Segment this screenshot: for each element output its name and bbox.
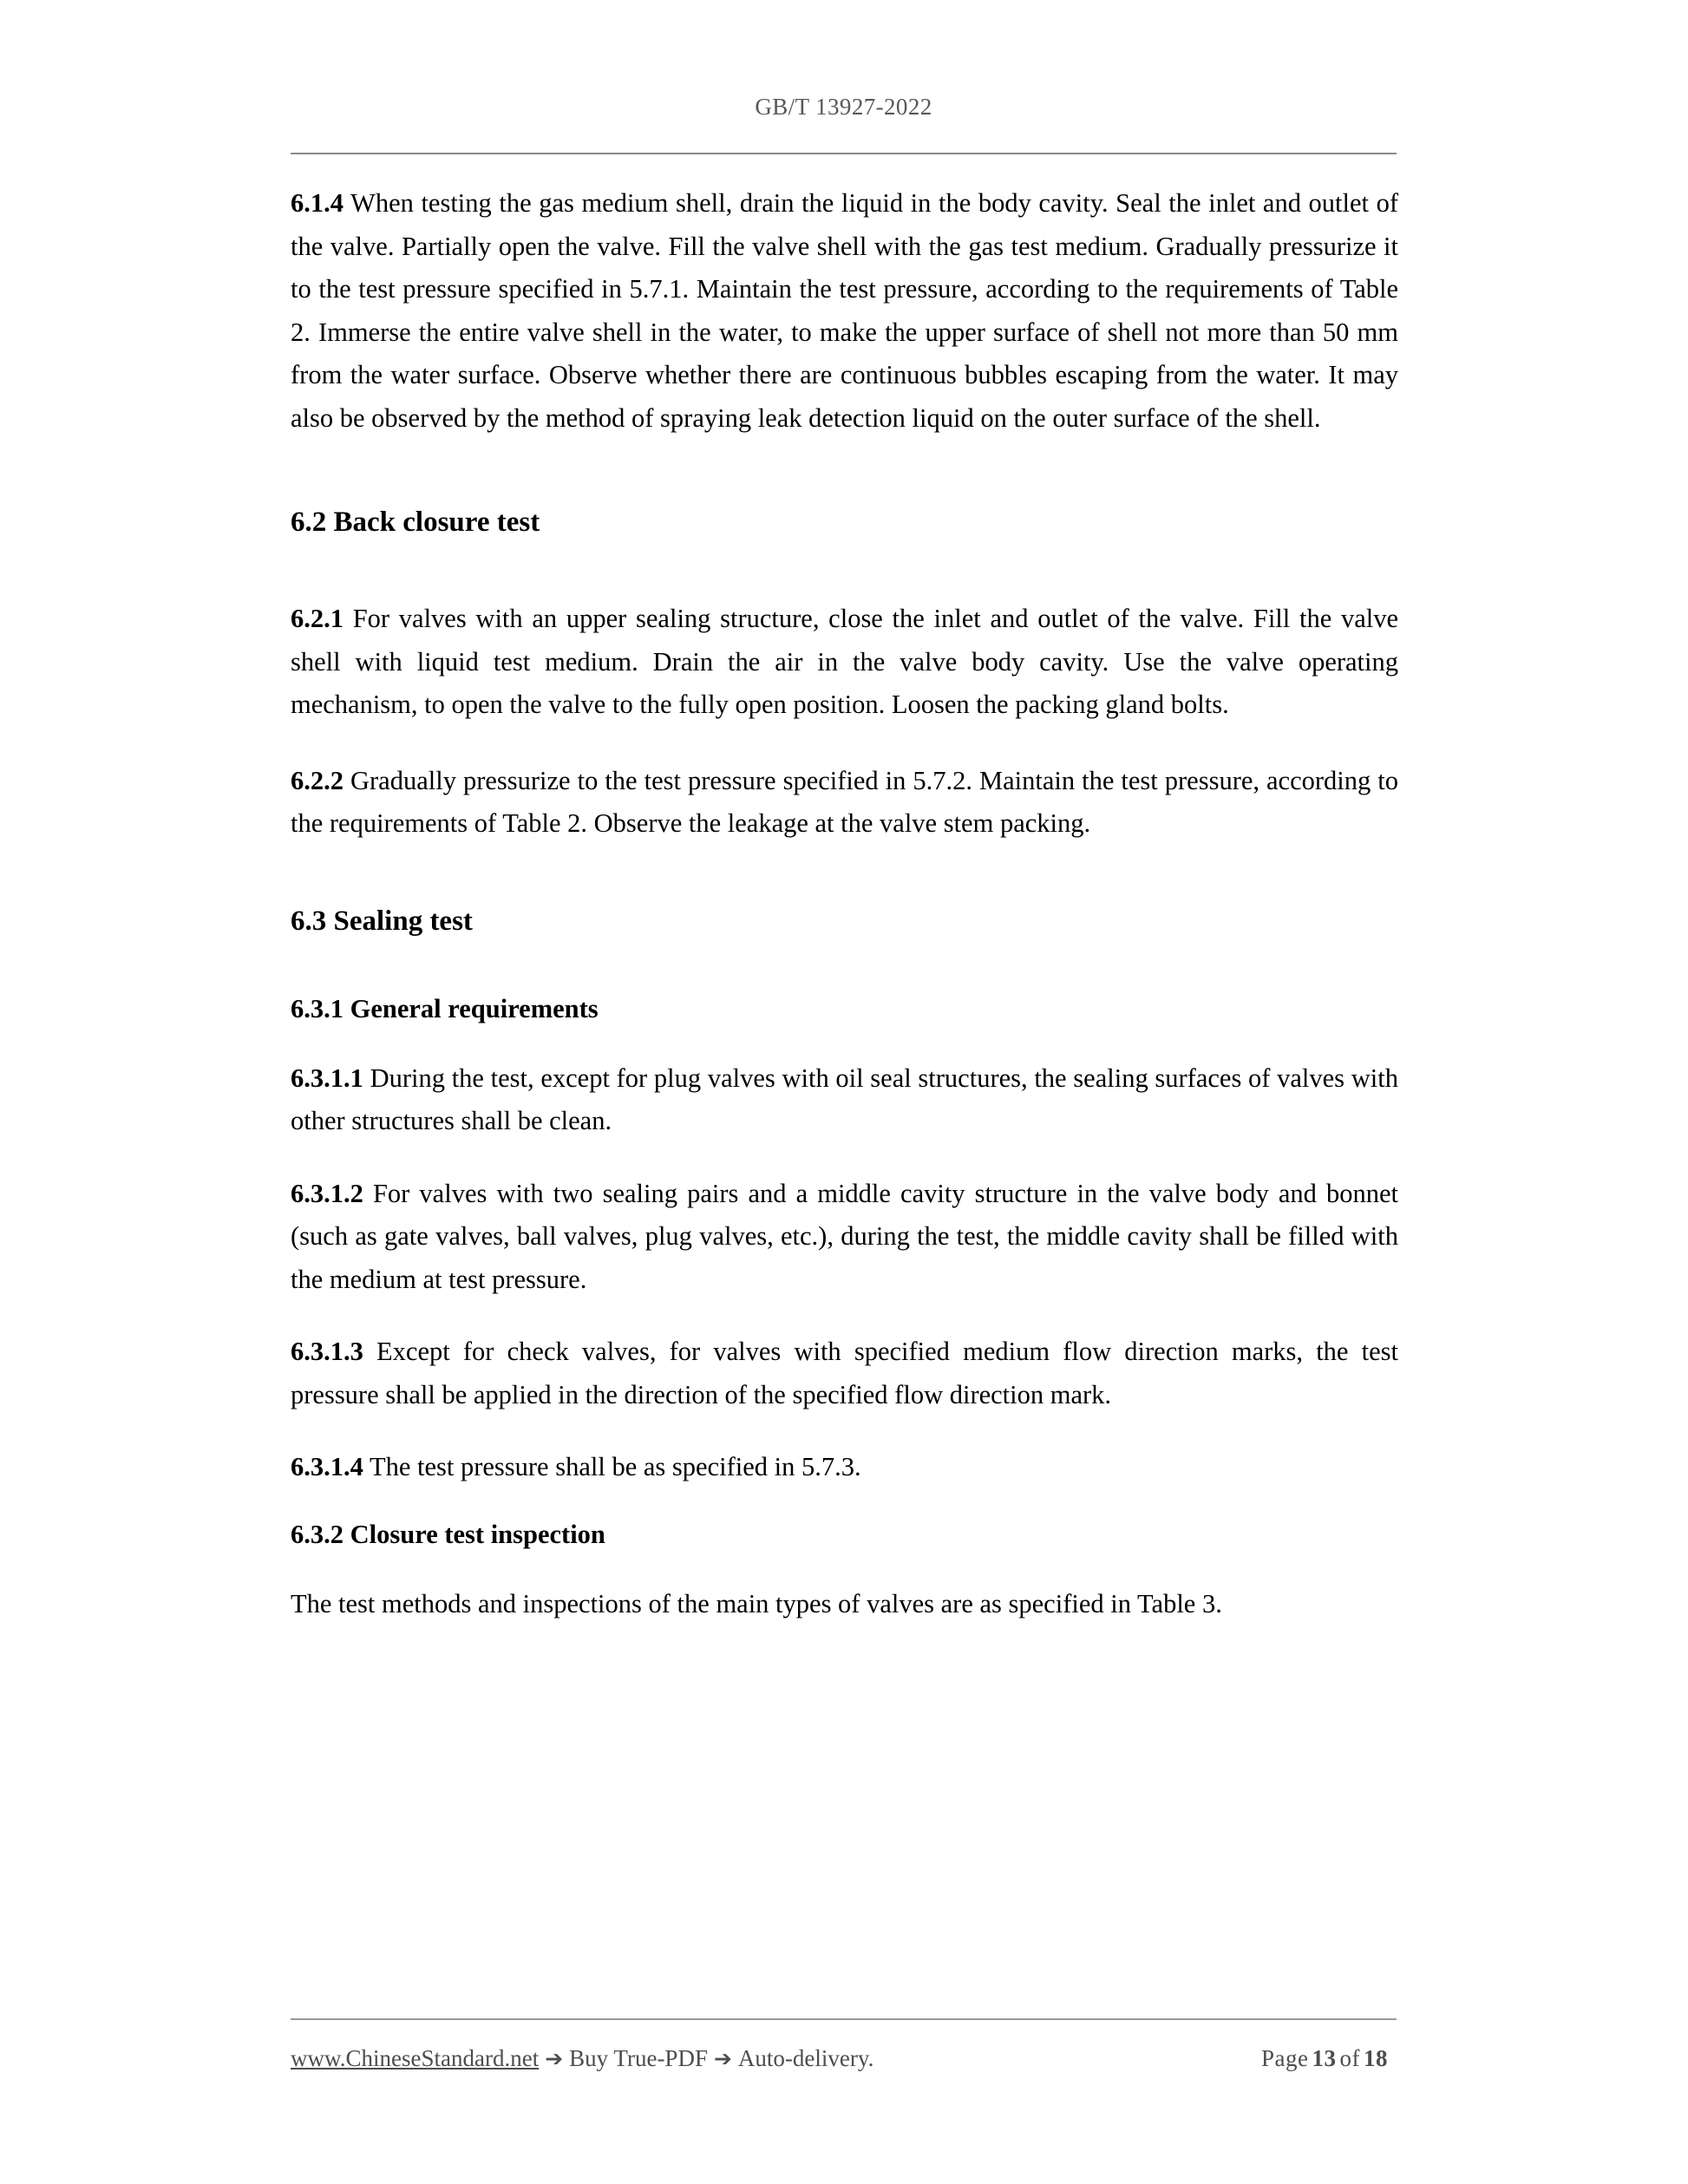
- spacer: [291, 1028, 1398, 1057]
- heading-6-2: 6.2 Back closure test: [291, 507, 540, 538]
- page-label: Page: [1261, 2045, 1309, 2071]
- clause-6-3-1-1-number: 6.3.1.1: [291, 1063, 363, 1093]
- clause-6-2-2-text: Gradually pressurize to the test pressure specified in 5.7.2. Maintain the test pressure, according to the requirements of Table 2. Observe the leakage at the valve stem packing.: [291, 765, 1398, 838]
- chinese-standard-link[interactable]: www.ChineseStandard.net: [291, 2045, 540, 2071]
- footer-divider: [291, 2018, 1397, 2020]
- of-label: of: [1339, 2045, 1360, 2071]
- clause-6-1-4-text: When testing the gas medium shell, drain the liquid in the body cavity. Seal the inlet and outlet of the valve. Partially open the valve. Fill the valve shell with the gas test medium. Gradually pressurize it to the test pressure specified in 5.7.1. Maintain the test pressure, according to the requirements of Table 2. Immerse the entire valve shell in the water, to make the upper surface of shell not more than 50 mm from the water surface. Observe whether there are continuous bubbles escaping from the water. It may also be observed by the method of spraying leak detection liquid on the outer surface of the shell.: [291, 188, 1398, 433]
- clause-6-1-4: [291, 182, 1398, 440]
- spacer: [291, 1489, 1398, 1515]
- clause-6-2-2: [291, 760, 1398, 846]
- clause-6-3-1-3-text: Except for check valves, for valves with specified medium flow direction marks, the test pressure shall be applied in the direction of the specified flow direction mark.: [291, 1337, 1398, 1409]
- clause-6-3-1-2: [291, 1173, 1398, 1302]
- clause-6-3-1-3-number: 6.3.1.3: [291, 1337, 363, 1366]
- spacer: [291, 440, 1398, 502]
- heading-6-3-2: 6.3.2 Closure test inspection: [291, 1519, 605, 1549]
- clause-6-3-1-1-text: During the test, except for plug valves with oil seal structures, the sealing surfaces of valves with other structures shall be clean.: [291, 1063, 1398, 1135]
- page-content: [291, 182, 1398, 1625]
- spacer: [291, 941, 1398, 990]
- page-footer: [291, 2045, 1397, 2072]
- spacer: [291, 1143, 1398, 1173]
- footer-promo: [291, 2045, 873, 2072]
- closing-paragraph: The test methods and inspections of the main types of valves are as specified in Table 3.: [291, 1588, 1222, 1618]
- clause-6-3-1-4-number: 6.3.1.4: [291, 1452, 363, 1481]
- clause-6-3-1-4-text: The test pressure shall be as specified in 5.7.3.: [363, 1452, 861, 1481]
- spacer: [291, 846, 1398, 901]
- spacer: [291, 542, 1398, 598]
- arrow-right-icon: ➔: [545, 2046, 564, 2071]
- spacer: [291, 1553, 1398, 1583]
- arrow-right-icon: ➔: [713, 2046, 732, 2071]
- page-header: [291, 94, 1397, 121]
- spacer: [291, 1416, 1398, 1446]
- clause-6-2-1-text: For valves with an upper sealing structure, close the inlet and outlet of the valve. Fill the valve shell with liquid test medium. Drain the air in the valve body cavity. Use the valve operating mechanism, to open the valve to the fully open position. Loosen the packing gland bolts.: [291, 604, 1398, 719]
- header-divider: [291, 153, 1397, 154]
- clause-6-3-1-2-text: For valves with two sealing pairs and a middle cavity structure in the valve body and bonnet (such as gate valves, ball valves, plug valves, etc.), during the test, the middle cavity shall be filled with the medium at test pressure.: [291, 1178, 1398, 1294]
- total-page-number: 18: [1364, 2045, 1388, 2071]
- buy-true-pdf-label: Buy True-PDF: [569, 2045, 708, 2071]
- clause-6-2-2-number: 6.2.2: [291, 765, 343, 795]
- heading-6-3-1: 6.3.1 General requirements: [291, 993, 599, 1023]
- auto-delivery-label: Auto-delivery.: [737, 2045, 874, 2071]
- heading-6-3: 6.3 Sealing test: [291, 905, 473, 937]
- standard-code: GB/T 13927-2022: [755, 94, 932, 120]
- spacer: [291, 1301, 1398, 1331]
- clause-6-3-1-4: [291, 1446, 1398, 1489]
- spacer: [291, 727, 1398, 760]
- clause-6-3-1-3: [291, 1331, 1398, 1416]
- clause-6-2-1: [291, 598, 1398, 727]
- clause-6-3-1-2-number: 6.3.1.2: [291, 1178, 363, 1208]
- current-page-number: 13: [1312, 2045, 1337, 2071]
- clause-6-1-4-number: 6.1.4: [291, 188, 343, 218]
- page-indicator: [1261, 2045, 1397, 2072]
- clause-6-2-1-number: 6.2.1: [291, 604, 343, 633]
- clause-6-3-1-1: [291, 1057, 1398, 1143]
